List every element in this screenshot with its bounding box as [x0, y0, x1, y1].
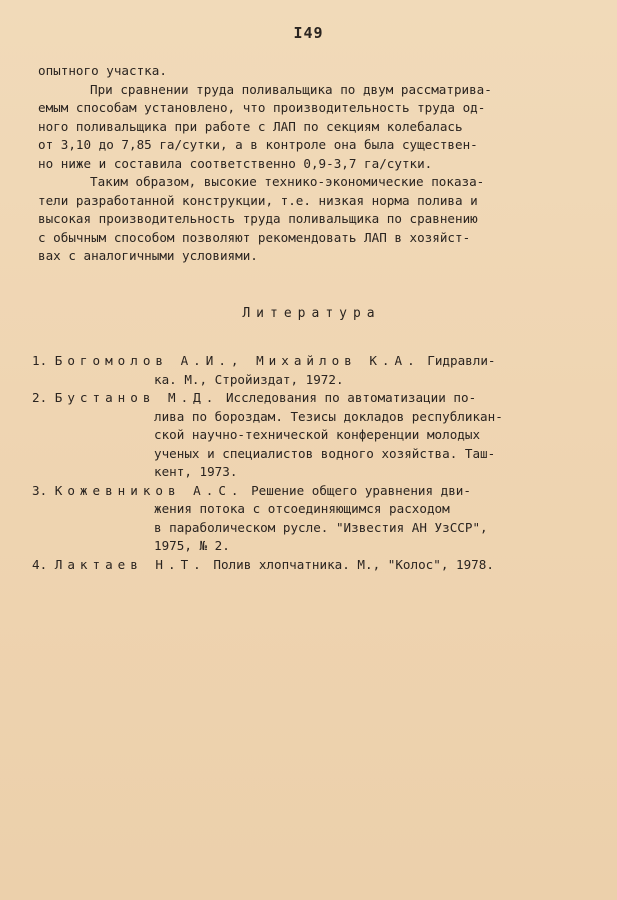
reference-item — [32, 482, 587, 556]
reference-number: 1. — [32, 353, 48, 368]
reference-list — [32, 352, 587, 574]
body-line: высокая производительность труда поливальщика по сравнению — [38, 211, 478, 226]
reference-continuation: лива по бороздам. Тезисы докладов республикан- — [154, 408, 503, 424]
body-line: При сравнении труда поливальщика по двум рассматрива- — [90, 81, 492, 97]
reference-number: 2. — [32, 390, 48, 405]
reference-item — [32, 556, 587, 575]
reference-number: 3. — [32, 482, 48, 498]
reference-continuation: ской научно-технической конференции молодых — [154, 427, 481, 442]
body-line: вах с аналогичными условиями. — [38, 248, 258, 263]
body-line: от 3,10 до 7,85 га/сутки, а в контроле она была существен- — [38, 137, 478, 152]
reference-title: Полив хлопчатника. М., "Колос", 1978. — [213, 556, 494, 572]
reference-first-line — [32, 352, 587, 371]
body-line: опытного участка. — [38, 63, 167, 78]
reference-title: Гидравли- — [427, 353, 496, 368]
references-heading: Литература — [242, 306, 381, 321]
body-text — [38, 62, 583, 266]
reference-continuation: ка. М., Стройиздат, 1972. — [154, 371, 344, 387]
page-number: I49 — [293, 24, 324, 42]
reference-first-line — [32, 482, 587, 501]
reference-continuation: 1975, № 2. — [154, 538, 230, 553]
reference-first-line — [32, 556, 587, 575]
body-line: емым способам установлено, что производительность труда од- — [38, 100, 486, 115]
reference-author: Кожевников А.С. — [54, 482, 244, 498]
reference-title: Исследования по автоматизации по- — [225, 390, 477, 405]
body-line: но ниже и составила соответственно 0,9-3,7 га/сутки. — [38, 155, 433, 171]
reference-author: Богомолов А.И., Михайлов К.А. — [54, 353, 420, 368]
reference-continuation: в параболическом русле. "Известия АН УзССР", — [154, 519, 488, 535]
reference-first-line — [32, 389, 587, 408]
reference-author: Бустанов М.Д. — [54, 390, 219, 405]
body-line: Таким образом, высокие технико-экономические показа- — [90, 174, 485, 189]
reference-continuation: кент, 1973. — [154, 464, 238, 479]
reference-item — [32, 352, 587, 389]
body-line: тели разработанной конструкции, т.е. низкая норма полива и — [38, 192, 478, 208]
reference-number: 4. — [32, 556, 48, 572]
reference-author: Лактаев Н.Т. — [54, 556, 206, 572]
reference-item — [32, 389, 587, 482]
reference-title: Решение общего уравнения дви- — [251, 482, 471, 498]
body-line: ного поливальщика при работе с ЛАП по секциям колебалась — [38, 118, 463, 134]
reference-continuation: ученых и специалистов водного хозяйства. Таш- — [154, 445, 496, 461]
body-line: с обычным способом позволяют рекомендовать ЛАП в хозяйст- — [38, 229, 471, 245]
reference-continuation: жения потока с отсоединяющимся расходом — [154, 501, 450, 516]
